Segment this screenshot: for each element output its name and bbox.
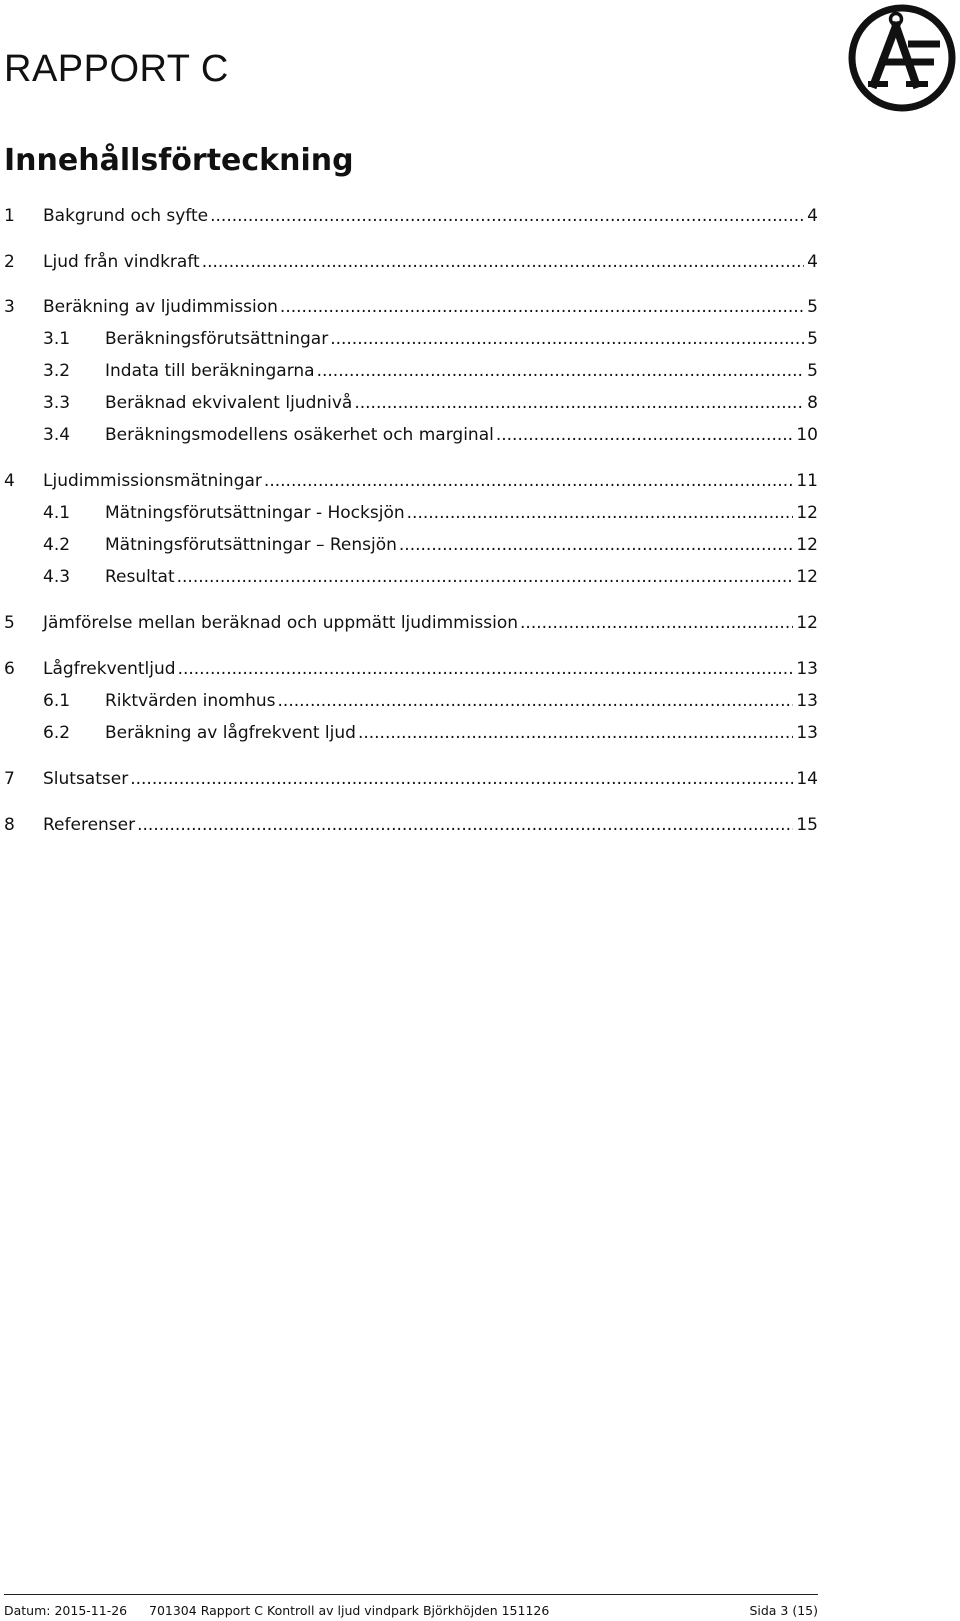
toc-leader-dots	[130, 768, 793, 790]
toc-entry-number: 3.3	[43, 393, 71, 413]
toc-entry-3-4[interactable]	[0, 424, 818, 446]
toc-entry-number: 1	[4, 206, 15, 226]
toc-entry-page: 12	[796, 567, 818, 587]
toc-entry-6-2[interactable]	[0, 722, 818, 744]
toc-entry-number: 4.1	[43, 503, 71, 523]
toc-leader-dots	[210, 205, 804, 227]
toc-entry-page: 5	[807, 297, 818, 317]
toc-entry-label: Beräkningsmodellens osäkerhet och marginal	[105, 425, 494, 445]
toc-entry-number: 6.2	[43, 723, 71, 743]
toc-entry-label: Referenser	[43, 815, 136, 835]
toc-entry-page: 4	[807, 206, 818, 226]
toc-entry-label: Mätningsförutsättningar – Rensjön	[105, 535, 397, 555]
toc-leader-dots	[358, 722, 793, 744]
toc-entry-number: 3.1	[43, 329, 71, 349]
toc-entry-label: Resultat	[105, 567, 175, 587]
toc-entry-number: 3.2	[43, 361, 71, 381]
toc-entry-number: 3	[4, 297, 15, 317]
toc-entry-number: 4	[4, 471, 15, 491]
toc-entry-label: Lågfrekventljud	[43, 659, 176, 679]
toc-entry-number: 5	[4, 613, 15, 633]
toc-entry-number: 4.2	[43, 535, 71, 555]
toc-entry-3-2[interactable]	[0, 360, 818, 382]
toc-entry-label: Indata till beräkningarna	[105, 361, 315, 381]
toc-entry-label: Jämförelse mellan beräknad och uppmätt ljudimmission	[43, 613, 519, 633]
toc-leader-dots	[202, 251, 804, 273]
af-logo-icon	[846, 2, 958, 114]
toc-entry-page: 11	[796, 471, 818, 491]
toc-entry-page: 12	[796, 613, 818, 633]
toc-title: Innehållsförteckning	[4, 143, 354, 178]
toc-entry-page: 13	[796, 691, 818, 711]
toc-leader-dots	[354, 392, 804, 414]
toc-leader-dots	[137, 814, 793, 836]
report-title: RAPPORT C	[4, 48, 229, 90]
toc-entry-label: Beräkning av lågfrekvent ljud	[105, 723, 356, 743]
toc-entry-number: 6	[4, 659, 15, 679]
footer-page-number: Sida 3 (15)	[749, 1603, 818, 1618]
toc-entry-page: 10	[796, 425, 818, 445]
toc-entry-6-1[interactable]	[0, 690, 818, 712]
toc-entry-5[interactable]	[0, 612, 818, 634]
toc-leader-dots	[496, 424, 794, 446]
toc-entry-page: 13	[796, 723, 818, 743]
toc-entry-4[interactable]	[0, 470, 818, 492]
toc-entry-label: Ljud från vindkraft	[43, 252, 200, 272]
toc-leader-dots	[399, 534, 793, 556]
toc-entry-number: 3.4	[43, 425, 71, 445]
toc-entry-page: 12	[796, 503, 818, 523]
toc-leader-dots	[178, 658, 794, 680]
toc-entry-2[interactable]	[0, 251, 818, 273]
toc-entry-page: 4	[807, 252, 818, 272]
toc-entry-4-1[interactable]	[0, 502, 818, 524]
toc-entry-4-2[interactable]	[0, 534, 818, 556]
toc-entry-label: Mätningsförutsättningar - Hocksjön	[105, 503, 405, 523]
toc-leader-dots	[280, 296, 804, 318]
toc-entry-page: 15	[796, 815, 818, 835]
toc-leader-dots	[407, 502, 794, 524]
toc-leader-dots	[264, 470, 793, 492]
toc-entry-page: 8	[807, 393, 818, 413]
toc-entry-number: 8	[4, 815, 15, 835]
footer-divider	[4, 1594, 818, 1595]
footer-date: Datum: 2015-11-26	[4, 1603, 128, 1618]
toc-entry-number: 7	[4, 769, 15, 789]
toc-entry-number: 4.3	[43, 567, 71, 587]
toc-entry-number: 6.1	[43, 691, 71, 711]
toc-entry-8[interactable]	[0, 814, 818, 836]
toc-entry-label: Ljudimmissionsmätningar	[43, 471, 262, 491]
toc-entry-page: 13	[796, 659, 818, 679]
toc-entry-1[interactable]	[0, 205, 818, 227]
toc-entry-3-3[interactable]	[0, 392, 818, 414]
toc-entry-label: Riktvärden inomhus	[105, 691, 276, 711]
toc-entry-label: Slutsatser	[43, 769, 129, 789]
toc-entry-7[interactable]	[0, 768, 818, 790]
toc-entry-page: 5	[807, 329, 818, 349]
toc-entry-label: Beräkningsförutsättningar	[105, 329, 329, 349]
toc-leader-dots	[278, 690, 794, 712]
toc-leader-dots	[177, 566, 794, 588]
toc-entry-4-3[interactable]	[0, 566, 818, 588]
toc-entry-page: 14	[796, 769, 818, 789]
toc-entry-page: 5	[807, 361, 818, 381]
toc-entry-number: 2	[4, 252, 15, 272]
toc-entry-label: Beräkning av ljudimmission	[43, 297, 278, 317]
toc-leader-dots	[317, 360, 805, 382]
toc-entry-label: Beräknad ekvivalent ljudnivå	[105, 393, 353, 413]
toc-leader-dots	[520, 612, 793, 634]
toc-entry-3[interactable]	[0, 296, 818, 318]
toc-entry-6[interactable]	[0, 658, 818, 680]
toc-entry-page: 12	[796, 535, 818, 555]
toc-entry-label: Bakgrund och syfte	[43, 206, 209, 226]
footer-document-name: 701304 Rapport C Kontroll av ljud vindpark Björkhöjden 151126	[149, 1603, 550, 1618]
toc-entry-3-1[interactable]	[0, 328, 818, 350]
toc-leader-dots	[330, 328, 804, 350]
